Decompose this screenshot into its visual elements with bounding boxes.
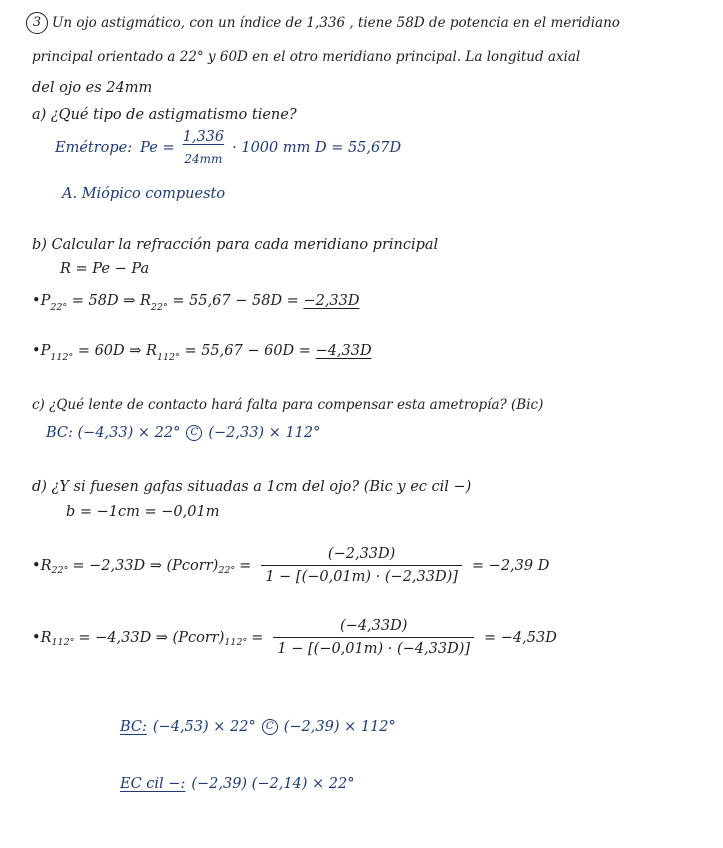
- b-meridian-112: $•P_{112^\circ} = 60D$ ⇒ $R_{112^\circ} = 55,67 - 60D = -4,33D$: [32, 343, 372, 363]
- d-symbol: C: [262, 719, 278, 735]
- answer-a: A. Miópico compuesto: [62, 186, 226, 202]
- emetrope-fraction: [179, 128, 229, 168]
- d-ec-answer: EC cil −: (−2,39) (−2,14) × 22°: [120, 776, 355, 792]
- question-d: d) ¿Y si fuesen gafas situadas a 1cm del ojo? (Bic y ec cil −): [32, 479, 472, 495]
- bc-label: BC:: [120, 719, 147, 735]
- d-fraction-112: $\frac{(-4,33D)}{1 - [(-0,01m) \cdot (-4,33D)]}$: [273, 617, 474, 658]
- b-meridian-22: $•P_{22^\circ} = 58D$ ⇒ $R_{22^\circ} = 55,67 - 58D = -2,33D$: [32, 293, 360, 313]
- d-result-112: = −4,53D: [484, 629, 557, 646]
- fraction-numerator: 1,336: [182, 129, 225, 145]
- c-symbol: C: [186, 425, 202, 441]
- d-meridian-112: • R 112° = −4,33D ⇒ (Pcorr) 112° = $\frac{(-4,33D)}{1 - [(-0,01m) \cdot (-4,33D)]}$ = −4,53D: [32, 618, 557, 657]
- fraction-denominator: 24mm: [184, 152, 223, 166]
- result-112: −4,33D: [315, 343, 372, 359]
- d-result-22: = −2,39 D: [471, 557, 550, 574]
- ec-label: EC cil −:: [120, 776, 186, 792]
- problem-line-2: principal orientado a 22° y 60D en el otro meridiano principal. La longitud axial: [32, 49, 581, 65]
- result-22: −2,33D: [303, 293, 360, 309]
- question-a: a) ¿Qué tipo de astigmatismo tiene?: [32, 107, 297, 123]
- emetrope-tail: · 1000 mm D = 55,67D: [232, 140, 402, 156]
- problem-number: 3: [26, 12, 48, 34]
- question-c: c) ¿Qué lente de contacto hará falta para compensar esta ametropía? (Bic): [32, 397, 544, 413]
- emetrope-label: Emétrope:: [55, 140, 133, 156]
- question-b: b) Calcular la refracción para cada meridiano principal: [32, 237, 439, 253]
- refraction-formula: R = Pe − Pa: [60, 261, 150, 277]
- pe-symbol: Pe =: [140, 140, 175, 156]
- d-meridian-22: • R 22° = −2,33D ⇒ (Pcorr) 22° = $\frac{(-2,33D)}{1 - [(-0,01m) \cdot (-2,33D)]}$ = −2,39 D: [32, 546, 550, 585]
- problem-line-1: 3 Un ojo astigmático, con un índice de 1,336 , tiene 58D de potencia en el meridiano: [26, 12, 620, 34]
- d-bc-answer: BC: (−4,53) × 22° C (−2,39) × 112°: [120, 719, 396, 735]
- c-bc-answer: BC: (−4,33) × 22° C (−2,33) × 112°: [46, 425, 321, 441]
- problem-line-3: del ojo es 24mm: [32, 80, 153, 96]
- vertex-distance: b = −1cm = −0,01m: [66, 504, 220, 520]
- emetrope-equation: [55, 128, 401, 168]
- d-fraction-22: $\frac{(-2,33D)}{1 - [(-0,01m) \cdot (-2,33D)]}$: [261, 545, 462, 586]
